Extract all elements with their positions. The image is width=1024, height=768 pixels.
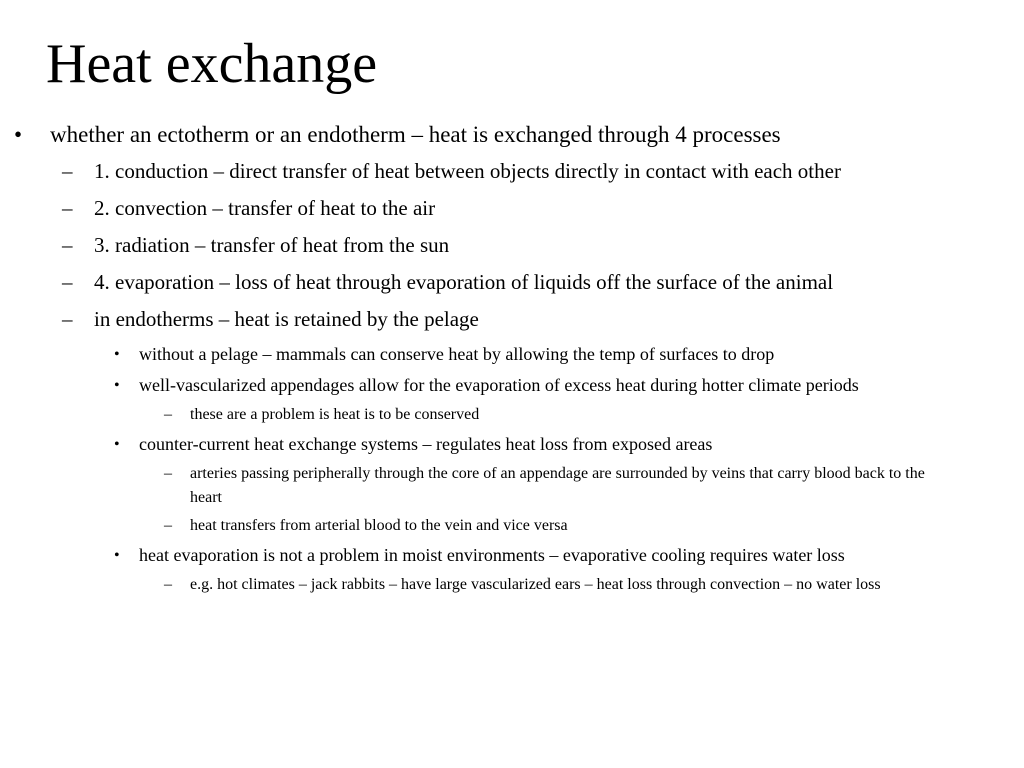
detail-item-text: arteries passing peripherally through the core of an appendage are surrounded by veins that carry blood back to the heart [190,465,925,506]
dash-marker: – [164,406,172,423]
dash-marker: – [164,517,172,534]
dash-marker: – [62,270,73,294]
sub-item [0,267,954,298]
detail-item [0,573,950,597]
detail-item-text: e.g. hot climates – jack rabbits – have large vascularized ears – heat loss through convection – no water loss [190,576,881,593]
sub-item-text: 3. radiation – transfer of heat from the sun [94,233,450,257]
sub-item-text: 2. convection – transfer of heat to the air [94,196,436,220]
dash-marker: – [164,576,172,593]
dash-marker: – [62,233,73,257]
dash-marker: – [62,196,73,220]
sub-sub-item-text: without a pelage – mammals can conserve heat by allowing the temp of surfaces to drop [139,344,775,364]
slide-body [0,118,1024,601]
bullet-marker: • [114,436,120,453]
sub-sub-item-text: counter-current heat exchange systems – regulates heat loss from exposed areas [139,434,713,454]
sub-sub-item [0,341,949,368]
dash-marker: – [62,307,73,331]
sub-item-text: 4. evaporation – loss of heat through evaporation of liquids off the surface of the animal [94,270,834,294]
detail-item-text: these are a problem is heat is to be conserved [190,406,480,423]
sub-sub-item [0,542,949,569]
detail-item [0,514,950,538]
sub-sub-item-text: heat evaporation is not a problem in moist environments – evaporative cooling requires water loss [139,545,845,565]
bullet-marker: • [114,547,120,564]
sub-sub-item [0,372,949,399]
bullet-marker: • [14,122,23,147]
sub-sub-item [0,431,949,458]
bullet-marker: • [114,346,120,363]
sub-item-text: 1. conduction – direct transfer of heat between objects directly in contact with each other [94,159,841,183]
detail-item [0,462,950,510]
bullet-item [0,118,970,152]
sub-item [0,304,954,335]
sub-sub-item-text: well-vascularized appendages allow for the evaporation of excess heat during hotter climate periods [139,375,859,395]
sub-item [0,230,954,261]
sub-item-text: in endotherms – heat is retained by the pelage [94,307,479,331]
detail-item-text: heat transfers from arterial blood to the vein and vice versa [190,517,568,534]
detail-item [0,403,950,427]
bullet-text: whether an ectotherm or an endotherm – heat is exchanged through 4 processes [50,122,781,147]
sub-item [0,156,954,187]
dash-marker: – [62,159,73,183]
sub-item [0,193,954,224]
dash-marker: – [164,465,172,482]
bullet-marker: • [114,377,120,394]
slide-title: Heat exchange [46,33,378,95]
